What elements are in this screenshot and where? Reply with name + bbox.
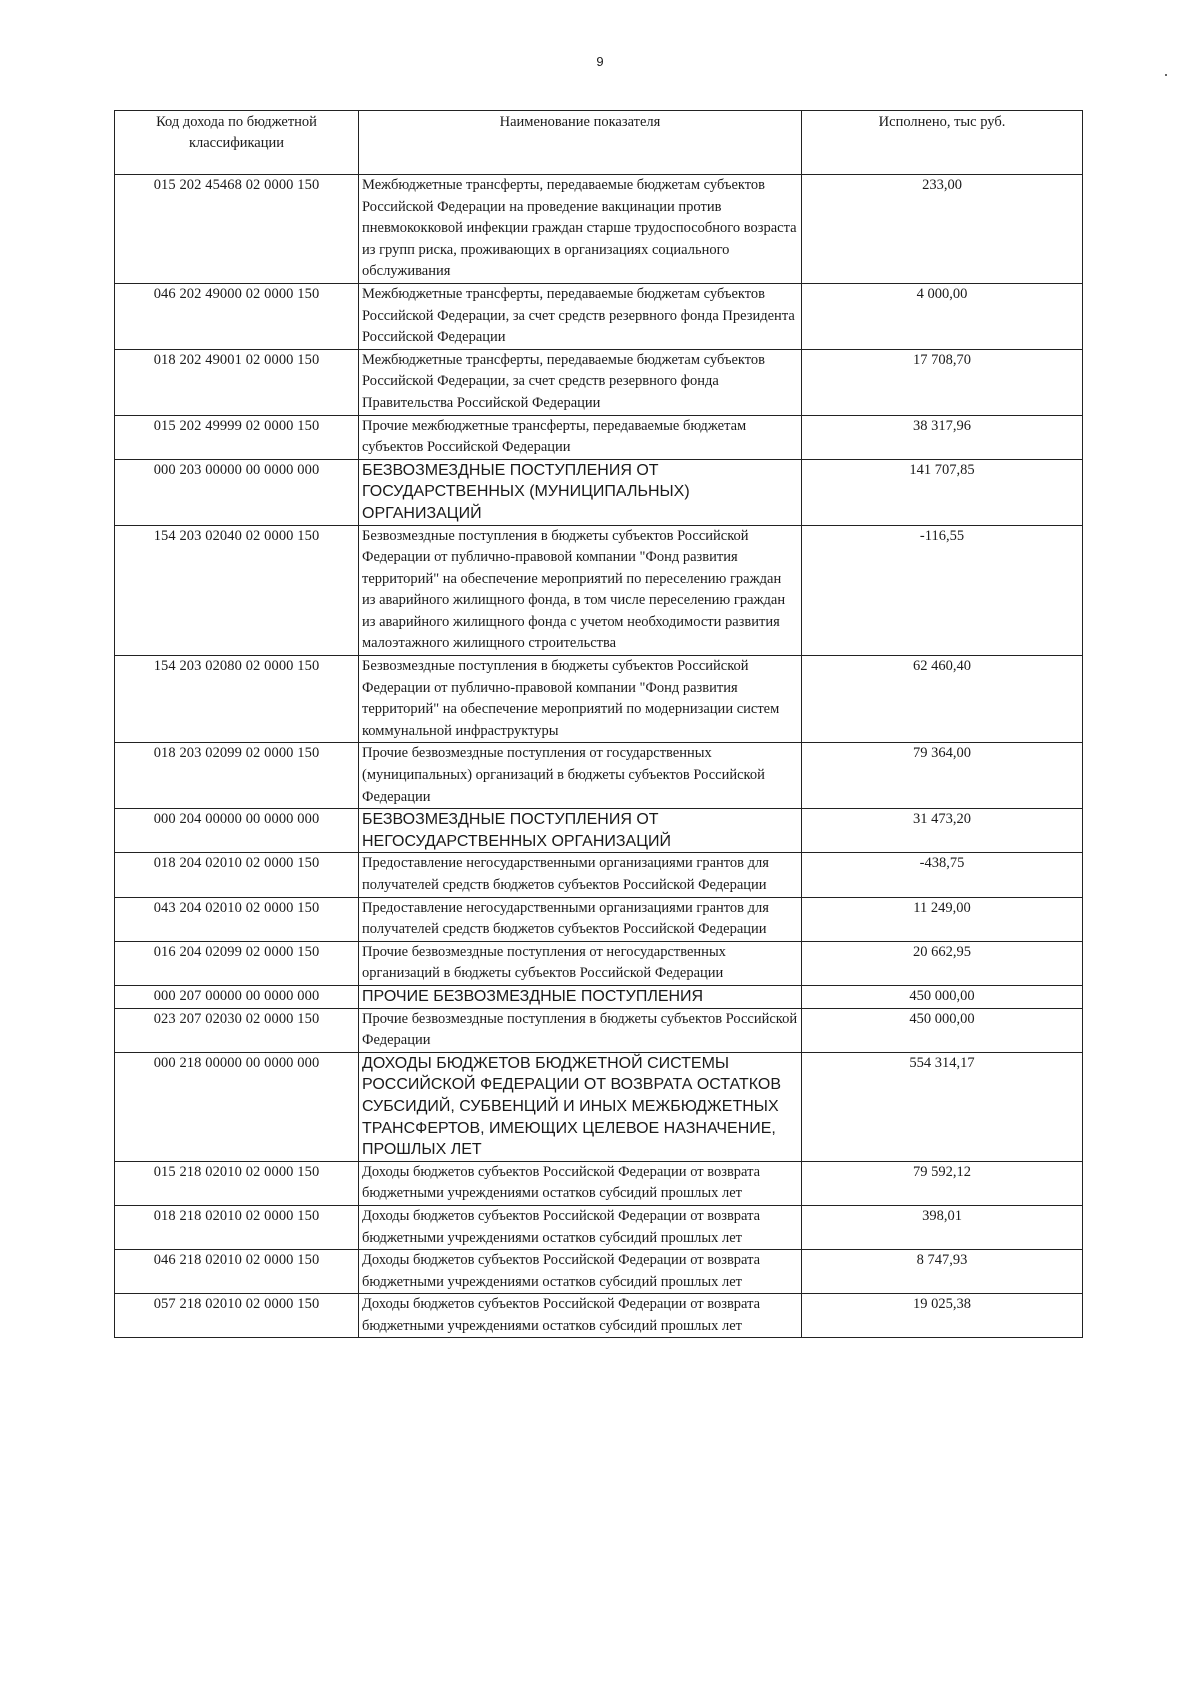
budget-revenue-table: [114, 110, 1083, 1338]
executed-amount-cell: 38 317,96: [802, 415, 1083, 459]
table-row: [115, 1052, 1083, 1161]
executed-amount-cell: 31 473,20: [802, 809, 1083, 853]
executed-amount-cell: -438,75: [802, 853, 1083, 897]
table-row: [115, 1008, 1083, 1052]
scan-speck: [1165, 74, 1167, 76]
indicator-name-cell: Доходы бюджетов субъектов Российской Федерации от возврата бюджетными учреждениями остатков субсидий прошлых лет: [359, 1161, 802, 1205]
income-code-cell: 000 207 00000 00 0000 000: [115, 985, 359, 1008]
income-code-cell: 000 204 00000 00 0000 000: [115, 809, 359, 853]
section-heading-cell: БЕЗВОЗМЕЗДНЫЕ ПОСТУПЛЕНИЯ ОТ ГОСУДАРСТВЕННЫХ (МУНИЦИПАЛЬНЫХ) ОРГАНИЗАЦИЙ: [359, 459, 802, 525]
executed-amount-cell: 450 000,00: [802, 985, 1083, 1008]
table-row: [115, 656, 1083, 743]
income-code-cell: 015 202 45468 02 0000 150: [115, 175, 359, 284]
income-code-cell: 018 204 02010 02 0000 150: [115, 853, 359, 897]
income-code-cell: 057 218 02010 02 0000 150: [115, 1294, 359, 1338]
income-code-cell: 046 202 49000 02 0000 150: [115, 283, 359, 349]
table-row: [115, 1250, 1083, 1294]
executed-amount-cell: 233,00: [802, 175, 1083, 284]
executed-amount-cell: 398,01: [802, 1205, 1083, 1249]
table-row: [115, 941, 1083, 985]
income-code-cell: 154 203 02040 02 0000 150: [115, 525, 359, 656]
indicator-name-cell: Предоставление негосударственными организациями грантов для получателей средств бюджетов субъектов Российской Федерации: [359, 853, 802, 897]
executed-amount-cell: -116,55: [802, 525, 1083, 656]
indicator-name-cell: Доходы бюджетов субъектов Российской Федерации от возврата бюджетными учреждениями остатков субсидий прошлых лет: [359, 1250, 802, 1294]
table-body: [115, 175, 1083, 1338]
indicator-name-cell: Прочие безвозмездные поступления от негосударственных организаций в бюджеты субъектов Российской Федерации: [359, 941, 802, 985]
income-code-cell: 015 218 02010 02 0000 150: [115, 1161, 359, 1205]
page-number: 9: [596, 54, 604, 69]
table-row: [115, 415, 1083, 459]
indicator-name-cell: Безвозмездные поступления в бюджеты субъектов Российской Федерации от публично-правовой компании "Фонд развития территорий" на обеспечение мероприятий по переселению граждан из аварийного жилищного фонда, в том числе переселению граждан из аварийного жилищного фонда с учетом необходимости развития малоэтажного жилищного строительства: [359, 525, 802, 656]
header-code: Код дохода по бюджетной классификации: [115, 111, 359, 175]
executed-amount-cell: 554 314,17: [802, 1052, 1083, 1161]
indicator-name-cell: Межбюджетные трансферты, передаваемые бюджетам субъектов Российской Федерации на проведение вакцинации против пневмококковой инфекции граждан старше трудоспособного возраста из групп риска, проживающих в организациях социального обслуживания: [359, 175, 802, 284]
income-code-cell: 015 202 49999 02 0000 150: [115, 415, 359, 459]
indicator-name-cell: Межбюджетные трансферты, передаваемые бюджетам субъектов Российской Федерации, за счет средств резервного фонда Правительства Российской Федерации: [359, 349, 802, 415]
executed-amount-cell: 79 364,00: [802, 743, 1083, 809]
income-code-cell: 000 218 00000 00 0000 000: [115, 1052, 359, 1161]
section-heading-cell: БЕЗВОЗМЕЗДНЫЕ ПОСТУПЛЕНИЯ ОТ НЕГОСУДАРСТВЕННЫХ ОРГАНИЗАЦИЙ: [359, 809, 802, 853]
section-heading-cell: ДОХОДЫ БЮДЖЕТОВ БЮДЖЕТНОЙ СИСТЕМЫ РОССИЙСКОЙ ФЕДЕРАЦИИ ОТ ВОЗВРАТА ОСТАТКОВ СУБСИДИЙ, СУБВЕНЦИЙ И ИНЫХ МЕЖБЮДЖЕТНЫХ ТРАНСФЕРТОВ, ИМЕЮЩИХ ЦЕЛЕВОЕ НАЗНАЧЕНИЕ, ПРОШЛЫХ ЛЕТ: [359, 1052, 802, 1161]
section-heading-cell: ПРОЧИЕ БЕЗВОЗМЕЗДНЫЕ ПОСТУПЛЕНИЯ: [359, 985, 802, 1008]
executed-amount-cell: 20 662,95: [802, 941, 1083, 985]
income-code-cell: 023 207 02030 02 0000 150: [115, 1008, 359, 1052]
income-code-cell: 154 203 02080 02 0000 150: [115, 656, 359, 743]
income-code-cell: 018 218 02010 02 0000 150: [115, 1205, 359, 1249]
income-code-cell: 046 218 02010 02 0000 150: [115, 1250, 359, 1294]
table-row: [115, 283, 1083, 349]
executed-amount-cell: 11 249,00: [802, 897, 1083, 941]
table-header-row: [115, 111, 1083, 175]
income-code-cell: 016 204 02099 02 0000 150: [115, 941, 359, 985]
executed-amount-cell: 19 025,38: [802, 1294, 1083, 1338]
indicator-name-cell: Межбюджетные трансферты, передаваемые бюджетам субъектов Российской Федерации, за счет средств резервного фонда Президента Российской Федерации: [359, 283, 802, 349]
executed-amount-cell: 79 592,12: [802, 1161, 1083, 1205]
table-row: [115, 175, 1083, 284]
income-code-cell: 043 204 02010 02 0000 150: [115, 897, 359, 941]
table-row: [115, 897, 1083, 941]
indicator-name-cell: Безвозмездные поступления в бюджеты субъектов Российской Федерации от публично-правовой компании "Фонд развития территорий" на обеспечение мероприятий по модернизации систем коммунальной инфраструктуры: [359, 656, 802, 743]
indicator-name-cell: Доходы бюджетов субъектов Российской Федерации от возврата бюджетными учреждениями остатков субсидий прошлых лет: [359, 1294, 802, 1338]
table-row: [115, 459, 1083, 525]
indicator-name-cell: Предоставление негосударственными организациями грантов для получателей средств бюджетов субъектов Российской Федерации: [359, 897, 802, 941]
table-row: [115, 525, 1083, 656]
header-value: Исполнено, тыс руб.: [802, 111, 1083, 175]
table-row: [115, 349, 1083, 415]
executed-amount-cell: 4 000,00: [802, 283, 1083, 349]
table-row: [115, 1294, 1083, 1338]
executed-amount-cell: 62 460,40: [802, 656, 1083, 743]
executed-amount-cell: 450 000,00: [802, 1008, 1083, 1052]
table-row: [115, 1161, 1083, 1205]
table-row: [115, 809, 1083, 853]
income-code-cell: 000 203 00000 00 0000 000: [115, 459, 359, 525]
indicator-name-cell: Прочие безвозмездные поступления в бюджеты субъектов Российской Федерации: [359, 1008, 802, 1052]
table-row: [115, 853, 1083, 897]
table-row: [115, 1205, 1083, 1249]
income-code-cell: 018 202 49001 02 0000 150: [115, 349, 359, 415]
indicator-name-cell: Прочие межбюджетные трансферты, передаваемые бюджетам субъектов Российской Федерации: [359, 415, 802, 459]
executed-amount-cell: 8 747,93: [802, 1250, 1083, 1294]
executed-amount-cell: 17 708,70: [802, 349, 1083, 415]
table-row: [115, 743, 1083, 809]
income-code-cell: 018 203 02099 02 0000 150: [115, 743, 359, 809]
indicator-name-cell: Доходы бюджетов субъектов Российской Федерации от возврата бюджетными учреждениями остатков субсидий прошлых лет: [359, 1205, 802, 1249]
table-row: [115, 985, 1083, 1008]
header-name: Наименование показателя: [359, 111, 802, 175]
executed-amount-cell: 141 707,85: [802, 459, 1083, 525]
indicator-name-cell: Прочие безвозмездные поступления от государственных (муниципальных) организаций в бюджеты субъектов Российской Федерации: [359, 743, 802, 809]
